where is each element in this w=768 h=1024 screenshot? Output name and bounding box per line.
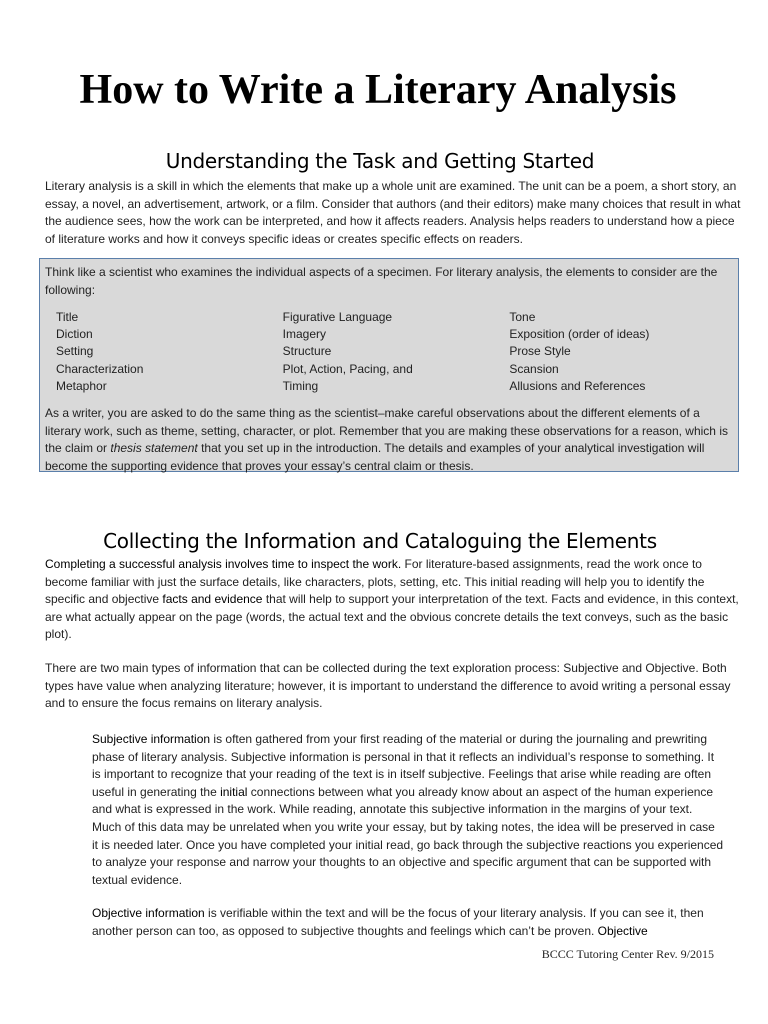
element-item: Diction — [56, 327, 93, 342]
paragraph-text: For literature-based assignments, read the work once to become familiar with just the surface details, like characters, plots, setting, etc. This initial reading will help you to identify the specific and objective — [45, 557, 705, 607]
callout-outro-text: that you set up in the introduction. The details and examples of your analytical investigation will become the supporting evidence that proves your essay’s central claim or thesis. — [45, 441, 705, 473]
element-item: Allusions and References — [509, 378, 646, 393]
key-term: Subjective information — [92, 732, 211, 746]
elements-column-3 — [509, 309, 736, 395]
element-item: Metaphor — [56, 378, 107, 393]
document-title: How to Write a Literary Analysis — [79, 67, 677, 113]
element-item: Structure — [282, 344, 332, 359]
paragraph-text: is verifiable within the text and will be the focus of your literary analysis. If you can see it, then another person can too, as opposed to subjective thoughts and feelings which can’t be proven. — [92, 906, 704, 938]
element-item: Exposition (order of ideas) — [509, 327, 650, 342]
footer-revision-note: BCCC Tutoring Center Rev. 9/2015 — [541, 947, 714, 961]
elements-list — [56, 309, 736, 395]
element-item: Figurative Language — [282, 310, 393, 324]
element-item: Tone — [509, 310, 536, 324]
subjective-information-paragraph — [92, 731, 724, 889]
section-heading-collecting: Collecting the Information and Cataloguing the Elements — [103, 529, 657, 553]
element-item: Prose Style — [509, 344, 571, 359]
element-item: Setting — [56, 344, 94, 359]
key-term: Objective — [597, 923, 648, 938]
element-item: Timing — [282, 378, 319, 393]
element-item: Imagery — [282, 327, 327, 342]
collecting-paragraph — [45, 556, 741, 644]
key-term: initial — [220, 784, 248, 799]
callout-outro — [45, 405, 733, 475]
elements-column-2 — [283, 309, 510, 395]
key-term: Completing a successful analysis involves time to inspect the work. — [45, 557, 402, 571]
section-heading-understanding: Understanding the Task and Getting Started — [165, 149, 595, 173]
elements-column-1 — [56, 309, 283, 395]
elements-callout-box — [39, 258, 739, 472]
element-item: Characterization — [56, 361, 144, 376]
element-item: Scansion — [509, 361, 559, 376]
key-term: Objective information — [92, 906, 205, 920]
callout-intro: Think like a scientist who examines the individual aspects of a specimen. For literary analysis, the elements to consider are the following: — [45, 265, 718, 297]
paragraph-text: connections between what you already know about an aspect of the human experience and what is expressed in the work. While reading, annotate this subjective information in the margins of your text. Much of this data may be unrelated when you write your essay, but by taking notes, the idea will be preserved in case it is needed later. Once you have completed your initial read, go back through the subjective reactions you experienced to analyze your response and narrow your thoughts to an objective and specific argument that can be supported with textual evidence. — [92, 784, 724, 887]
element-item: Title — [56, 310, 79, 324]
paragraph-text: is often gathered from your first reading of the material or during the journaling and prewriting phase of literary analysis. Subjective information is personal in that it reflects an individual’s response to something. It is important to recognize that your reading of the text is in itself subjective. Feelings that arise while reading are often useful in generating the — [92, 732, 715, 799]
callout-outro-text: As a writer, you are asked to do the same thing as the scientist–make careful observations about the different elements of a literary work, such as theme, setting, character, or plot. Remember that you are making these observations for a reason, which is the claim or — [45, 406, 728, 456]
information-types-paragraph: There are two main types of information that can be collected during the text exploration process: Subjective and Objective. Both types have value when analyzing literature; however, it is important to understand the difference to avoid writing a personal essay and to ensure the focus remains on literary analysis. — [45, 661, 731, 711]
paragraph-text: that will help to support your interpretation of the text. Facts and evidence, in this context, are what actually appear on the page (words, the actual text and the obvious concrete details the text conveys, such as the basic plot). — [45, 592, 739, 642]
thesis-statement-term: thesis statement — [110, 441, 198, 456]
intro-paragraph: Literary analysis is a skill in which the elements that make up a whole unit are examined. The unit can be a poem, a short story, an essay, a novel, an advertisement, artwork, or a film. Consider that authors (and their editors) make many choices that result in what the audience sees, how the work can be interpreted, and how it affects readers. Analysis helps readers to understand how a piece of literature works and how it conveys specific ideas or creates specific effects on readers. — [45, 179, 741, 246]
key-term: facts and evidence — [162, 592, 263, 607]
element-item: Plot, Action, Pacing, and — [282, 361, 413, 376]
objective-information-paragraph — [92, 905, 724, 940]
